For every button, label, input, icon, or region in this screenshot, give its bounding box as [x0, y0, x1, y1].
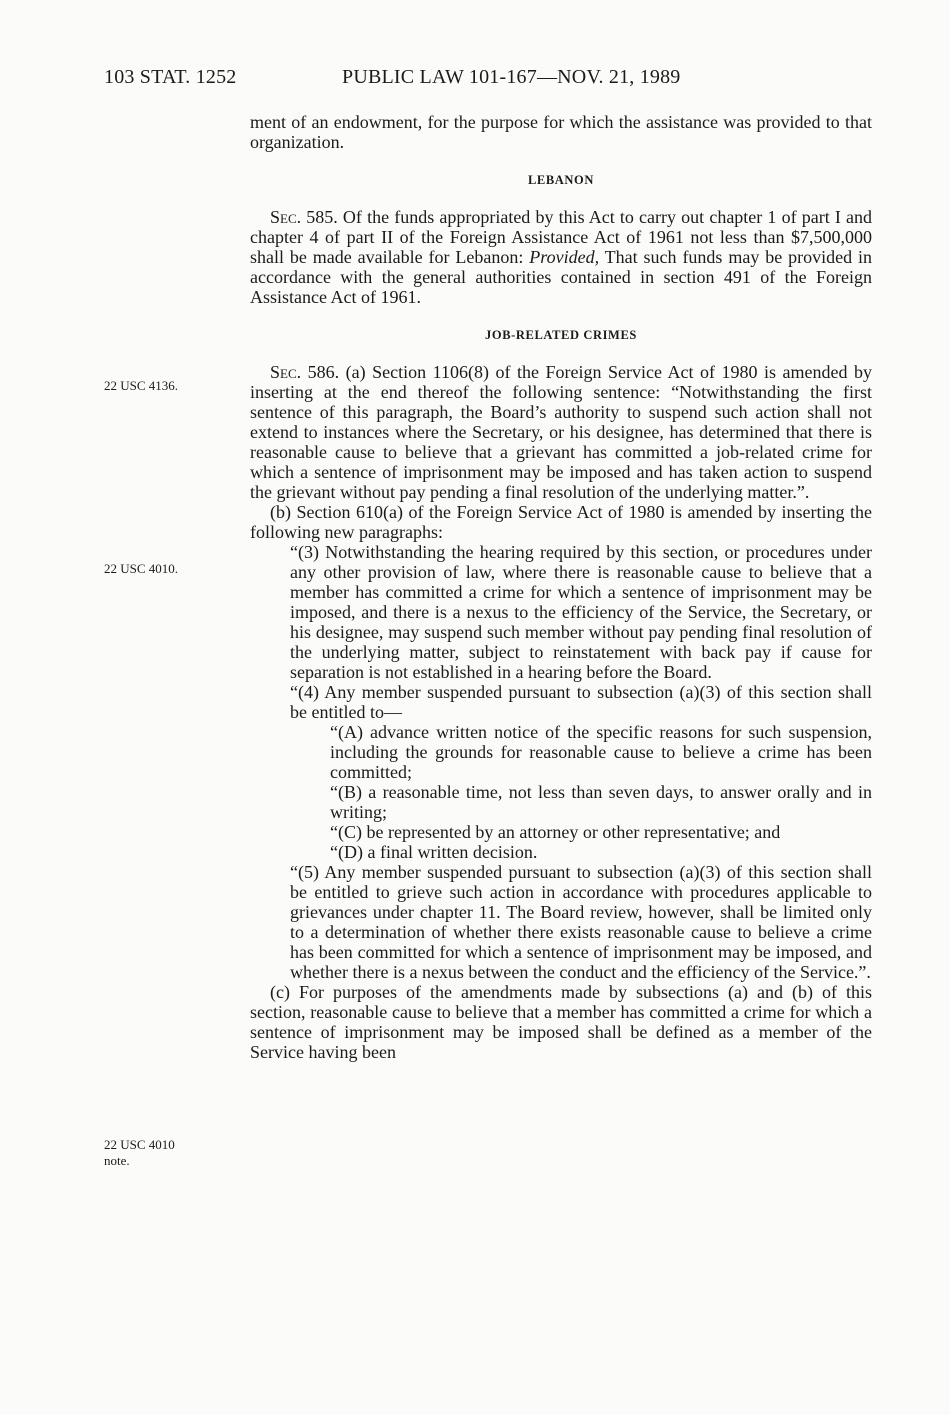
- quoted-subparagraph-4a: “(A) advance written notice of the specific reasons for such suspension, including the grounds for reasonable cause to believe a crime has been committed;: [330, 722, 872, 782]
- section-label: Sec.: [270, 207, 302, 227]
- quoted-subparagraph-4d: “(D) a final written decision.: [330, 842, 538, 862]
- margin-note-22-usc-4136: 22 USC 4136.: [104, 378, 179, 393]
- section-586-b: (b) Section 610(a) of the Foreign Service Act of 1980 is amended by inserting the following new paragraphs:: [250, 502, 872, 542]
- quoted-paragraph-5: “(5) Any member suspended pursuant to subsection (a)(3) of this section shall be entitled to grieve such action in accordance with procedures applicable to grievances under chapter 11. The Board review, however, shall be limited only to a determination of whether there exists reasonable cause to believe a crime has been committed for which a sentence of imprisonment may be imposed, and whether there is a nexus between the conduct and the efficiency of the Service.”.: [290, 862, 872, 982]
- continuation-paragraph: ment of an endowment, for the purpose for which the assistance was provided to that organization.: [250, 112, 872, 152]
- section-label: Sec.: [270, 362, 302, 382]
- section-585-text-b: That such funds may be provided in accordance with the general authorities contained in section 491 of the Foreign Assistance Act of 1961.: [250, 247, 872, 307]
- section-585-text-a: 585. Of the funds appropriated by this Act to carry out chapter 1 of part I and chapter 4 of part II of the Foreign Assistance Act of 1961 not less than $7,500,000 shall be made available for Lebanon:: [250, 207, 872, 267]
- section-heading-lebanon: LEBANON: [527, 173, 595, 187]
- provided-term: Provided,: [529, 247, 600, 267]
- quoted-paragraph-4: “(4) Any member suspended pursuant to subsection (a)(3) of this section shall be entitled to—: [290, 682, 872, 722]
- quoted-subparagraph-4c: “(C) be represented by an attorney or other representative; and: [330, 822, 781, 842]
- section-586-a: [250, 362, 872, 502]
- section-586-a-text: 586. (a) Section 1106(8) of the Foreign Service Act of 1980 is amended by inserting at the end thereof the following sentence: “Notwithstanding the first sentence of this paragraph, the Board’s authority to suspend such action shall not extend to instances where the Secretary, or his designee, has determined that there is reasonable cause to believe that a grievant has committed a job-related crime for which a sentence of imprisonment may be imposed and has taken action to suspend the grievant without pay pending a final resolution of the underlying matter.”.: [250, 362, 872, 502]
- body-text: [250, 112, 872, 1062]
- running-head-law: PUBLIC LAW 101-167—NOV. 21, 1989: [342, 66, 681, 88]
- section-585: [250, 207, 872, 307]
- quoted-paragraph-3: “(3) Notwithstanding the hearing required by this section, or procedures under any other provision of law, where there is reasonable cause to believe that a member has committed a crime for which a sentence of imprisonment may be imposed, and there is a nexus to the efficiency of the Service, the Secretary, or his designee, may suspend such member without pay pending final resolution of the underlying matter, subject to reinstatement with back pay if cause for separation is not established in a hearing before the Board.: [290, 542, 872, 682]
- quoted-subparagraph-4b: “(B) a reasonable time, not less than seven days, to answer orally and in writing;: [330, 782, 872, 822]
- margin-note-22-usc-4010-note: 22 USC 4010 note.: [104, 1137, 175, 1168]
- statute-page-number: 103 STAT. 1252: [104, 66, 237, 88]
- section-heading-job-related-crimes: JOB-RELATED CRIMES: [485, 328, 637, 342]
- section-586-c: (c) For purposes of the amendments made by subsections (a) and (b) of this section, reasonable cause to believe that a member has committed a crime for which a sentence of imprisonment may be imposed shall be defined as a member of the Service having been: [250, 982, 872, 1062]
- margin-note-22-usc-4010: 22 USC 4010.: [104, 561, 179, 576]
